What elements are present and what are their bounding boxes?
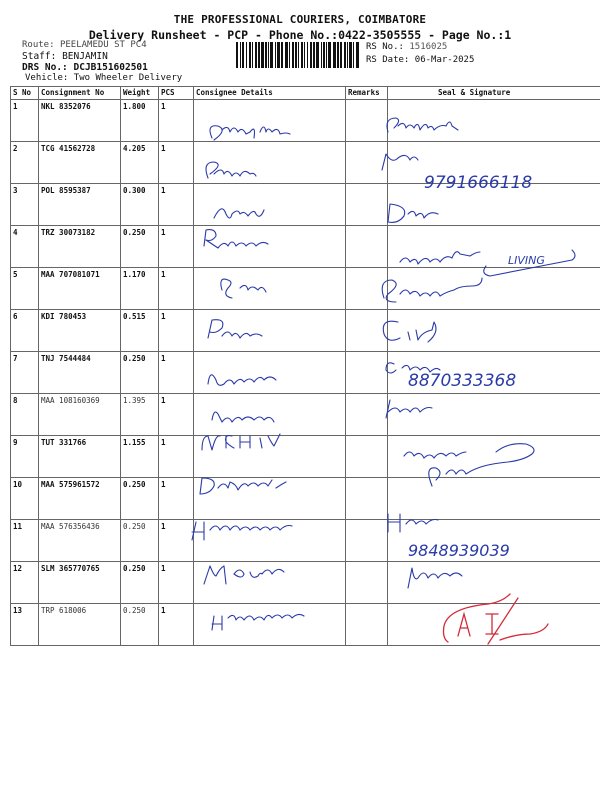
row-consignee-details [194,142,346,184]
runsheet-table [10,86,600,646]
col-header-sno: S No [11,87,39,100]
row-seal-signature [388,436,600,478]
barcode-bar [328,42,331,68]
row-consignment-no: TRP 618006 [39,604,121,646]
rs-no-value: 1516025 [409,42,448,52]
row-remarks [346,436,388,478]
row-remarks [346,184,388,226]
barcode-bar [261,42,264,68]
barcode-bar [268,42,269,68]
row-consignment-no: KDI 780453 [39,310,121,352]
rs-no-label: RS No.: [366,42,404,52]
row-seal-signature [388,184,600,226]
row-consignee-details [194,268,346,310]
col-header-pcs: PCS [159,87,194,100]
row-pcs: 1 [159,604,194,646]
barcode-image [236,42,361,68]
barcode-bar [281,42,283,68]
table-row [11,142,600,184]
row-sno: 6 [11,310,39,352]
row-weight: 0.250 [121,226,159,268]
table-row [11,478,600,520]
barcode-bar [304,42,305,68]
row-consignee-details [194,394,346,436]
col-header-weight: Weight [121,87,159,100]
barcode-bar [337,42,339,68]
row-sno: 8 [11,394,39,436]
row-weight: 0.515 [121,310,159,352]
barcode-bar [240,42,241,68]
barcode-bar [242,42,244,68]
row-remarks [346,310,388,352]
row-remarks [346,394,388,436]
company-name: THE PROFESSIONAL COURIERS, COIMBATORE [173,13,427,26]
table-row [11,394,600,436]
row-remarks [346,100,388,142]
row-pcs: 1 [159,436,194,478]
row-consignment-no: TCG 41562728 [39,142,121,184]
row-consignee-details [194,478,346,520]
barcode-bar [301,42,303,68]
row-weight: 4.205 [121,142,159,184]
staff-value: BENJAMIN [62,51,108,62]
table-row [11,352,600,394]
table-row [11,100,600,142]
row-weight: 0.250 [121,520,159,562]
row-consignment-no: MAA 707081071 [39,268,121,310]
table-row [11,604,600,646]
barcode-bar [344,42,346,68]
row-seal-signature [388,268,600,310]
handwritten-phone-11: 9848939039 [408,541,510,560]
col-header-consignee: Consignee Details [194,87,346,100]
row-consignment-no: MAA 576356436 [39,520,121,562]
barcode-bar [236,42,238,68]
row-consignee-details [194,226,346,268]
row-remarks [346,142,388,184]
row-consignee-details [194,100,346,142]
row-consignee-details [194,184,346,226]
barcode-bar [275,42,276,68]
row-pcs: 1 [159,100,194,142]
row-consignment-no: POL 8595387 [39,184,121,226]
row-seal-signature [388,100,600,142]
table-header-row [11,87,600,100]
row-pcs: 1 [159,562,194,604]
row-consignment-no: MAA 108160369 [39,394,121,436]
barcode-bar [258,42,260,68]
route-label: Route: [22,40,55,50]
col-header-seal: Seal & Signature [388,87,600,100]
row-consignment-no: TUT 331766 [39,436,121,478]
row-pcs: 1 [159,268,194,310]
barcode-bar [270,42,273,68]
rs-no-line [366,42,447,52]
row-sno: 7 [11,352,39,394]
barcode-bar [255,42,257,68]
barcode-bar [310,42,312,68]
row-consignee-details [194,436,346,478]
row-pcs: 1 [159,394,194,436]
handwritten-living-4: LIVING [508,254,545,267]
barcode-bar [249,42,251,68]
row-weight: 0.300 [121,184,159,226]
row-weight: 1.155 [121,436,159,478]
row-sno: 9 [11,436,39,478]
row-weight: 0.250 [121,352,159,394]
row-seal-signature [388,394,600,436]
barcode-bar [353,42,354,68]
row-remarks [346,478,388,520]
barcode-bar [316,42,319,68]
drs-label: DRS No.: [22,62,68,73]
row-remarks [346,268,388,310]
row-seal-signature [388,604,600,646]
row-seal-signature [388,226,600,268]
table-row [11,184,600,226]
barcode-bar [289,42,290,68]
barcode-bar [347,42,348,68]
handwritten-phone-7: 8870333368 [408,371,517,391]
table-row [11,268,600,310]
row-pcs: 1 [159,226,194,268]
row-sno: 11 [11,520,39,562]
barcode-bar [285,42,288,68]
row-sno: 12 [11,562,39,604]
handwritten-phone-2: 9791666118 [424,173,533,193]
rs-date-label: RS Date: [366,55,410,65]
table-row [11,310,600,352]
row-seal-signature [388,310,600,352]
barcode-bar [349,42,352,68]
row-seal-signature [388,142,600,184]
row-consignment-no: MAA 575961572 [39,478,121,520]
row-consignee-details [194,604,346,646]
rs-date-line [366,55,474,65]
row-weight: 0.250 [121,562,159,604]
row-consignment-no: TNJ 7544484 [39,352,121,394]
table-row [11,226,600,268]
row-consignment-no: NKL 8352076 [39,100,121,142]
table-row [11,436,600,478]
row-pcs: 1 [159,142,194,184]
barcode-bar [295,42,297,68]
barcode-bar [356,42,359,68]
barcode-bar [313,42,315,68]
row-pcs: 1 [159,352,194,394]
barcode-bar [307,42,308,68]
table-row [11,562,600,604]
barcode-bar [292,42,294,68]
row-sno: 13 [11,604,39,646]
row-remarks [346,562,388,604]
barcode-bar [333,42,336,68]
row-seal-signature [388,478,600,520]
col-header-remarks: Remarks [346,87,388,100]
row-weight: 1.800 [121,100,159,142]
row-pcs: 1 [159,184,194,226]
row-weight: 1.170 [121,268,159,310]
barcode-bar [277,42,280,68]
row-remarks [346,226,388,268]
staff-line [22,51,108,62]
vehicle-line [25,73,182,83]
row-sno: 3 [11,184,39,226]
barcode-bar [321,42,322,68]
vehicle-label: Vehicle: [25,73,69,83]
row-seal-signature [388,352,600,394]
route-value: PEELAMEDU ST PC4 [59,40,147,50]
row-weight: 0.250 [121,604,159,646]
barcode-bar [340,42,342,68]
row-consignee-details [194,352,346,394]
row-sno: 4 [11,226,39,268]
col-header-consignment: Consignment No [39,87,121,100]
row-sno: 5 [11,268,39,310]
barcode-bar [252,42,253,68]
barcode-bar [323,42,325,68]
row-consignee-details [194,562,346,604]
row-sno: 10 [11,478,39,520]
route-line [22,40,147,50]
row-remarks [346,604,388,646]
runsheet-title: Delivery Runsheet - PCP - Phone No.:0422-3505555 - Page No.:1 [88,28,512,42]
row-seal-signature [388,520,600,562]
drs-line [22,62,148,73]
row-sno: 2 [11,142,39,184]
barcode-bar [298,42,299,68]
row-consignment-no: SLM 365770765 [39,562,121,604]
vehicle-value: Two Wheeler Delivery [73,73,183,83]
barcode-bar [326,42,327,68]
row-pcs: 1 [159,520,194,562]
row-weight: 0.250 [121,478,159,520]
row-consignment-no: TRZ 30073182 [39,226,121,268]
row-consignee-details [194,310,346,352]
row-pcs: 1 [159,478,194,520]
barcode-bar [246,42,247,68]
row-remarks [346,520,388,562]
barcode-bar [265,42,267,68]
row-remarks [346,352,388,394]
row-pcs: 1 [159,310,194,352]
row-consignee-details [194,520,346,562]
row-sno: 1 [11,100,39,142]
staff-label: Staff: [22,51,57,62]
drs-value: DCJB151602501 [73,62,148,73]
row-weight: 1.395 [121,394,159,436]
rs-date-value: 06-Mar-2025 [414,55,475,65]
row-seal-signature [388,562,600,604]
table-row [11,520,600,562]
